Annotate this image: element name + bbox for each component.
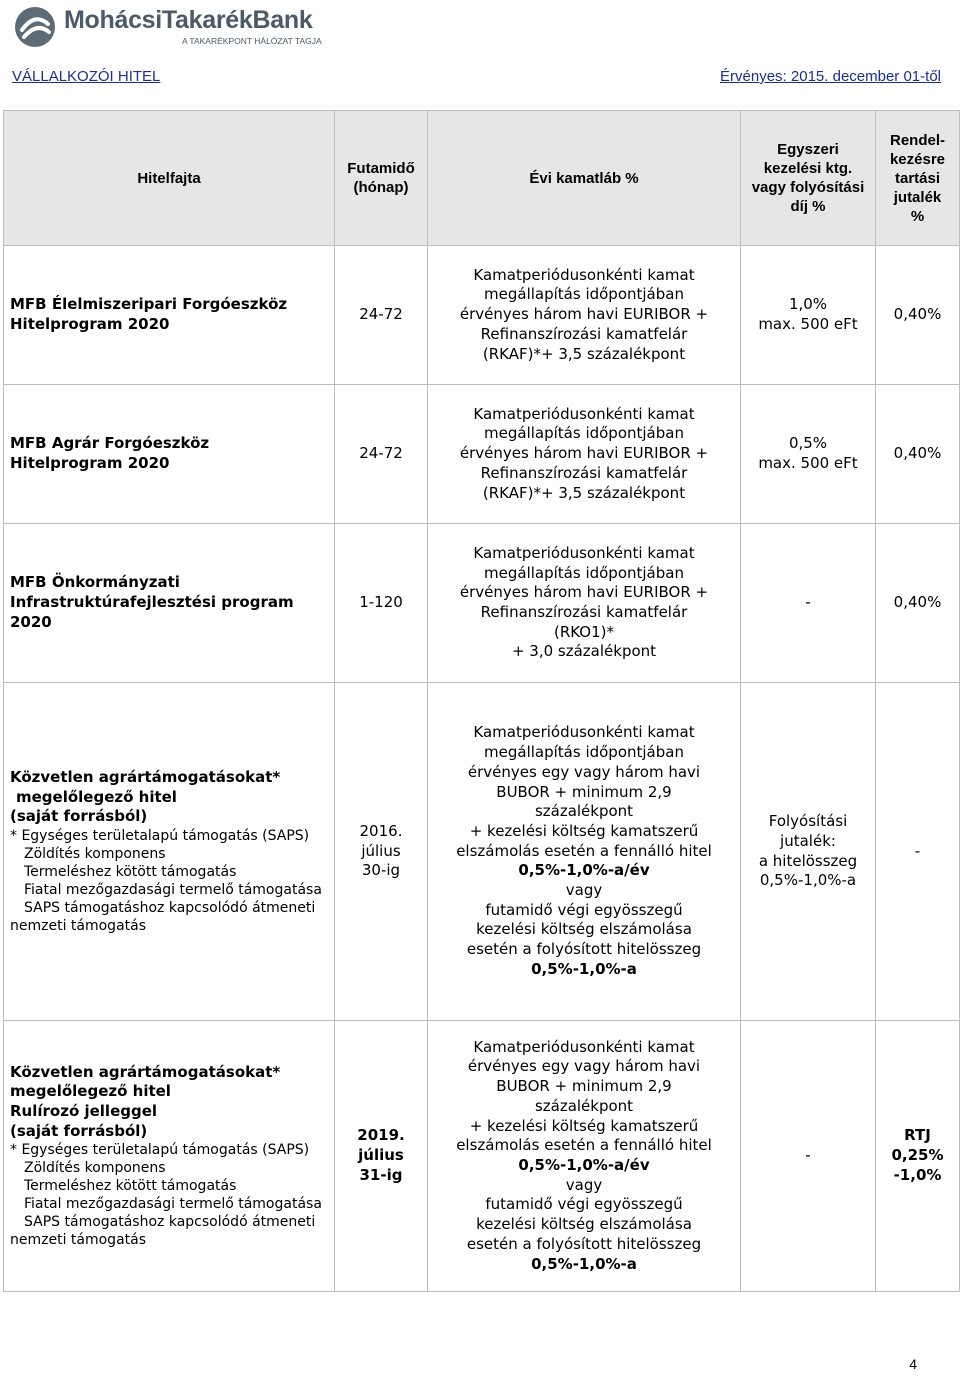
interest-rate-cell: Kamatperiódusonkénti kamat megállapítás időpontjában érvényes három havi EURIBOR + Refinanszírozási kamatfelár (RKAF)*+ 3,5 százalékpont — [428, 246, 741, 385]
column-header-fee: Egyszeri kezelési ktg. vagy folyósítási díj % — [741, 111, 876, 246]
loan-name-cell: MFB Önkormányzati Infrastruktúrafejlesztési program 2020 — [4, 524, 335, 683]
fee-cell: 1,0% max. 500 eFt — [741, 246, 876, 385]
interest-rate-cell: Kamatperiódusonkénti kamat megállapítás időpontjában érvényes három havi EURIBOR + Refinanszírozási kamatfelár (RKAF)*+ 3,5 százalékpont — [428, 385, 741, 524]
column-header-loan-type: Hitelfajta — [4, 111, 335, 246]
table-row — [4, 524, 960, 683]
term-cell: 24-72 — [335, 385, 428, 524]
section-title: VÁLLALKOZÓI HITEL — [12, 68, 161, 85]
commitment-fee-cell: - — [876, 683, 960, 1021]
commitment-fee-cell: RTJ 0,25% -1,0% — [876, 1021, 960, 1292]
loan-name-cell: MFB Agrár Forgóeszköz Hitelprogram 2020 — [4, 385, 335, 524]
column-header-interest-rate: Évi kamatláb % — [428, 111, 741, 246]
interest-rate-cell: Kamatperiódusonkénti kamat megállapítás időpontjában érvényes három havi EURIBOR + Refinanszírozási kamatfelár (RKO1)* + 3,0 százalékpont — [428, 524, 741, 683]
term-cell: 2016. július 30-ig — [335, 683, 428, 1021]
table-header-row — [4, 111, 960, 246]
validity-date: Érvényes: 2015. december 01-től — [720, 68, 941, 85]
bank-logo — [14, 6, 322, 48]
bank-emblem-icon — [14, 6, 56, 48]
table-row — [4, 385, 960, 524]
page-number: 4 — [909, 1356, 917, 1372]
fee-cell: - — [741, 524, 876, 683]
loan-name-cell: Közvetlen agrártámogatásokat* megelőlegező hitel Rulírozó jelleggel (saját forrásból) * Egységes területalapú támogatás (SAPS) Zöldítés komponens Termeléshez kötött támogatás Fiatal mezőgazdasági termelő támogatása SAPS támogatáshoz kapcsolódó átmeneti nemzeti támogatás — [4, 1021, 335, 1292]
term-cell: 1-120 — [335, 524, 428, 683]
loan-rates-table — [3, 110, 960, 1292]
loan-name-cell: Közvetlen agrártámogatásokat* megelőlegező hitel (saját forrásból) * Egységes területalapú támogatás (SAPS) Zöldítés komponens Termeléshez kötött támogatás Fiatal mezőgazdasági termelő támogatása SAPS támogatáshoz kapcsolódó átmeneti nemzeti támogatás — [4, 683, 335, 1021]
interest-rate-cell: Kamatperiódusonkénti kamat megállapítás időpontjában érvényes egy vagy három havi BUBOR + minimum 2,9 százalékpont + kezelési költség kamatszerű elszámolás esetén a fennálló hitel 0,5%-1,0%-a/év vagy futamidő végi egyösszegű kezelési költség elszámolása esetén a folyósított hitelösszeg 0,5%-1,0%-a — [428, 683, 741, 1021]
commitment-fee-cell: 0,40% — [876, 524, 960, 683]
logo-name: MohácsiTakarékBank — [64, 6, 313, 35]
fee-cell: Folyósítási jutalék: a hitelösszeg 0,5%-1,0%-a — [741, 683, 876, 1021]
term-cell: 2019. július 31-ig — [335, 1021, 428, 1292]
fee-cell: 0,5% max. 500 eFt — [741, 385, 876, 524]
table-row — [4, 683, 960, 1021]
logo-subtitle: A TAKARÉKPONT HÁLÓZAT TAGJA — [182, 36, 322, 47]
column-header-term: Futamidő (hónap) — [335, 111, 428, 246]
loan-name-cell: MFB Élelmiszeripari Forgóeszköz Hitelprogram 2020 — [4, 246, 335, 385]
column-header-commitment-fee: Rendel- kezésre tartási jutalék % — [876, 111, 960, 246]
commitment-fee-cell: 0,40% — [876, 385, 960, 524]
table-row — [4, 1021, 960, 1292]
table-row — [4, 246, 960, 385]
term-cell: 24-72 — [335, 246, 428, 385]
commitment-fee-cell: 0,40% — [876, 246, 960, 385]
interest-rate-cell: Kamatperiódusonkénti kamat érvényes egy vagy három havi BUBOR + minimum 2,9 százalékpont + kezelési költség kamatszerű elszámolás esetén a fennálló hitel 0,5%-1,0%-a/év vagy futamidő végi egyösszegű kezelési költség elszámolása esetén a folyósított hitelösszeg 0,5%-1,0%-a — [428, 1021, 741, 1292]
fee-cell: - — [741, 1021, 876, 1292]
